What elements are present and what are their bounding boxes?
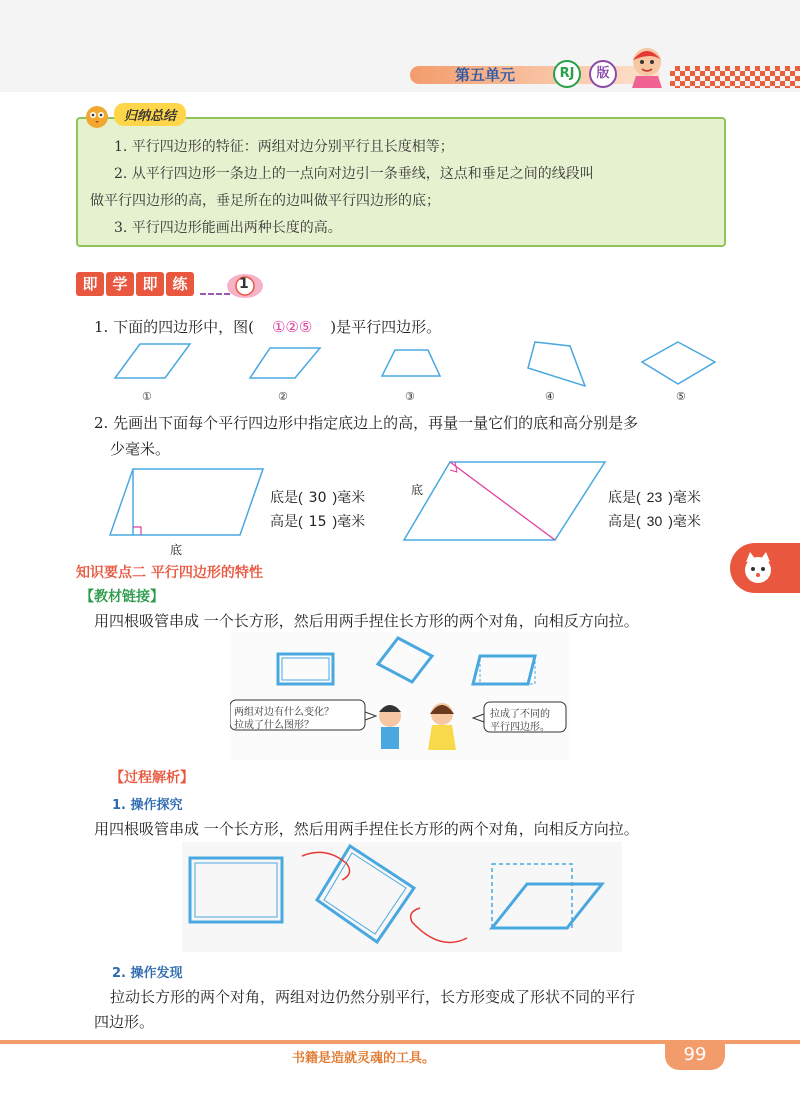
- q2-left-base-suffix: )毫米: [332, 489, 366, 505]
- q2-left-base-label: 底: [170, 543, 183, 557]
- q2-left-base-prefix: 底是(: [270, 489, 303, 505]
- footer-motto: 书籍是造就灵魂的工具。: [292, 1051, 436, 1066]
- q2-right-height-suffix: )毫米: [668, 513, 701, 529]
- summary-line-4: 3. 平行四边形能画出两种长度的高。: [114, 220, 342, 236]
- q2-left-height-value: 15: [308, 514, 327, 530]
- page-header: [0, 0, 800, 110]
- q1-shape-5: [642, 342, 715, 384]
- q1-shape-3: [382, 350, 440, 376]
- edition-rj-badge: RJ: [553, 60, 581, 88]
- q1-shape-4: [528, 342, 585, 386]
- q2-left-height-prefix: 高是(: [270, 513, 303, 529]
- process-title: 【过程解析】: [110, 770, 194, 786]
- header-checker-pattern: [670, 66, 800, 88]
- fox-icon: [738, 548, 778, 588]
- q2-right-base-prefix: 底是(: [608, 489, 641, 505]
- q1-label-4: ④: [545, 390, 555, 403]
- practice-char-1: 即: [76, 272, 104, 296]
- q1-label-5: ⑤: [676, 390, 686, 403]
- q1-prefix: 1. 下面的四边形中，图(: [94, 318, 254, 336]
- practice-header: [76, 272, 196, 296]
- q2-left-base: [270, 487, 365, 507]
- q1-shapes: [110, 340, 730, 400]
- q2-left-height: [270, 511, 365, 531]
- q2-left-height-suffix: )毫米: [332, 513, 366, 529]
- step2-line-1: 拉动长方形的两个对角，两组对边仍然分别平行，长方形变成了形状不同的平行: [110, 988, 636, 1006]
- q1-label-3: ③: [405, 390, 415, 403]
- q1-answer: ①②⑤: [271, 318, 313, 336]
- practice-char-4: 练: [166, 272, 194, 296]
- q2-left-figure: [108, 465, 268, 540]
- q2-line-1: 2. 先画出下面每个平行四边形中指定底边上的高，再量一量它们的底和高分别是多: [94, 414, 639, 432]
- summary-tag: 归纳总结: [114, 103, 186, 126]
- q2-right-height-value: 30: [646, 513, 663, 529]
- step2-line-2: 四边形。: [94, 1013, 155, 1031]
- q1-suffix: )是平行四边形。: [330, 318, 442, 336]
- q1-label-2: ②: [278, 390, 288, 403]
- q2-right-base-value: 23: [646, 489, 663, 505]
- textbook-paragraph: 用四根吸管串成 一个长方形，然后用两手捏住长方形的两个对角，向相反方向拉。: [94, 612, 639, 630]
- q2-right-base-label: 底: [411, 483, 424, 497]
- knowledge-title: 知识要点二 平行四边形的特性: [76, 565, 263, 581]
- q2-right-base-suffix: )毫米: [668, 489, 701, 505]
- practice-char-3: 即: [136, 272, 164, 296]
- q1-label-1: ①: [142, 390, 152, 403]
- summary-line-3: 做平行四边形的高，垂足所在的边叫做平行四边形的底；: [90, 193, 440, 209]
- summary-line-1: 1. 平行四边形的特征：两组对边分别平行且长度相等；: [114, 139, 454, 155]
- q2-right-height-prefix: 高是(: [608, 513, 641, 529]
- edition-ban-badge: 版: [589, 60, 617, 88]
- step1-paragraph: 用四根吸管串成 一个长方形，然后用两手捏住长方形的两个对角，向相反方向拉。: [94, 820, 639, 838]
- q1-shape-1: [115, 344, 190, 378]
- bubble-right-line-1: 拉成了不同的: [490, 709, 550, 720]
- unit-title: 第五单元: [455, 66, 516, 84]
- q2-right-figure: [400, 458, 610, 543]
- textbook-illustration: [230, 632, 570, 760]
- q2-right-base: [608, 487, 701, 507]
- owl-icon: [82, 102, 112, 130]
- practice-char-2: 学: [106, 272, 134, 296]
- q2-left-base-value: 30: [308, 490, 327, 506]
- textbook-link-title: 【教材链接】: [80, 589, 164, 605]
- bubble-left-line-2: 拉成了什么图形？: [234, 720, 314, 731]
- straw-shapes: [230, 632, 570, 760]
- q1-text: [94, 316, 441, 337]
- step1-illustration: [182, 842, 622, 952]
- step1-title: 1. 操作探究: [112, 798, 183, 813]
- page-number: 99: [665, 1040, 725, 1070]
- q2-line-2: 少毫米。: [110, 440, 171, 458]
- step2-title: 2. 操作发现: [112, 966, 183, 981]
- mascot-icon: [622, 40, 672, 90]
- practice-number: 1: [239, 276, 249, 292]
- summary-line-2: 2. 从平行四边形一条边上的一点向对边引一条垂线，这点和垂足之间的线段叫: [114, 166, 594, 182]
- side-tab: [730, 543, 800, 593]
- bubble-left-line-1: 两组对边有什么变化？: [234, 707, 334, 718]
- q1-shape-2: [250, 348, 320, 378]
- q2-right-height: [608, 511, 701, 531]
- bubble-right-line-2: 平行四边形。: [490, 722, 550, 733]
